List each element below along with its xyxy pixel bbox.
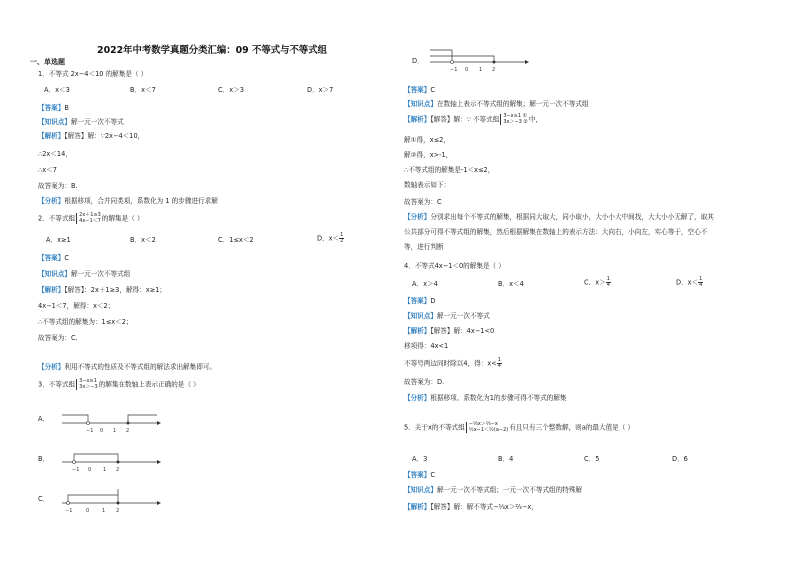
option-b-label: B．: [38, 455, 50, 463]
solution-line: 【解析】【解答】：2x＋1≥3，解得：x≥1；: [38, 286, 166, 294]
option-a: A．x≥1: [46, 236, 71, 244]
solution-line: 【解析】【解答】解：∵2x−4＜10，: [38, 132, 145, 140]
option-a: A．x＜3: [44, 86, 70, 94]
fraction: $\frac{1}{4}$: [699, 276, 703, 288]
section-heading: 一、单选题: [30, 58, 65, 66]
tick-label: −1: [86, 428, 94, 434]
knowledge-point: 【知识点】解一元一次不等式: [38, 118, 124, 126]
analysis-line: 【分析】利用不等式的性质及不等式组的解法求出解集即可。: [38, 363, 217, 371]
solution-step: 移项得：4x<1: [404, 342, 449, 350]
option-d: D．x＜ $\frac{1}{2}$: [317, 232, 344, 244]
question-3: 3．不等式组 3−x≥1 3x＞−3 的解集在数轴上表示正确的是（ ）: [38, 378, 200, 390]
option-a: A．3: [412, 455, 428, 463]
knowledge-point: 【知识点】解一元一次不等式: [404, 312, 490, 320]
tick-label: −1: [65, 508, 73, 514]
tick-label: 2: [116, 508, 120, 514]
analysis-line: 【分析】根据移项，合并同类项，系数化为 1 的步骤进行求解: [38, 197, 218, 205]
inequality-system: 3−x≥1 ① 3x＞−3 ②: [500, 114, 528, 125]
knowledge-point: 【知识点】解一元一次不等式组: [38, 270, 131, 278]
analysis-line-cont: 等，进行判断: [404, 243, 444, 251]
analysis-line: 【分析】分别求出每个不等式的解集，根据同大取大，同小取小，大小小大中间找，大大小小无解了，取其: [404, 213, 714, 221]
solution-step: 数轴表示如下：: [404, 181, 451, 189]
option-c: C．1≤x＜2: [218, 236, 254, 244]
option-a: A．x＞4: [412, 280, 438, 288]
option-c: C．x＞3: [218, 86, 244, 94]
solution-step: ∴不等式组的解集是-1＜x≤2，: [404, 166, 495, 174]
option-a-label: A．: [38, 415, 50, 423]
option-b: B．x＜4: [498, 280, 524, 288]
option-d: D．x＞7: [307, 86, 334, 94]
answer-line: 【答案】D: [404, 297, 436, 305]
solution-step: 故答案为：C: [404, 198, 442, 206]
fraction: $\frac{1}{2}$: [340, 232, 344, 244]
option-b: B．4: [498, 455, 514, 463]
inequality-system: 2x＋1≥3 4x−1＜7: [76, 213, 101, 224]
analysis-line-cont: 公共部分可得不等式组的解集，然后根据解集在数轴上的表示方法：大向右，小向左，实心等于，空心不: [404, 228, 708, 236]
solution-step: 4x−1＜7，解得：x＜2；: [38, 302, 115, 310]
fraction: $\frac{1}{4}$: [497, 357, 501, 369]
solution-step: 解①得，x≤2，: [404, 136, 450, 144]
inequality-system: −⅓x＞⅔−x ½x−1＜½(a−2): [466, 422, 508, 433]
number-line-option-a: [62, 405, 162, 435]
solution-step: ∴x＜7: [38, 166, 57, 174]
tick-label: 2: [126, 428, 130, 434]
option-c: C．x＞ $\frac{1}{4}$: [584, 276, 610, 288]
question-1: 1．不等式 2x−4＜10 的解集是（ ）: [38, 70, 148, 78]
solution-step: 解②得，x>-1，: [404, 151, 453, 159]
number-line-option-d: [430, 44, 530, 74]
option-c: C．5: [584, 455, 600, 463]
knowledge-point: 【知识点】在数轴上表示不等式组的解集；解一元一次不等式组: [404, 100, 589, 108]
answer-line: 【答案】C: [404, 471, 435, 479]
tick-label: 1: [479, 67, 483, 73]
answer-line: 【答案】B: [38, 104, 69, 112]
tick-label: −1: [450, 67, 458, 73]
fraction: $\frac{1}{4}$: [606, 276, 610, 288]
solution-step: 故答案为：B.: [38, 182, 78, 190]
answer-line: 【答案】C: [38, 254, 69, 262]
tick-label: 1: [113, 428, 117, 434]
tick-label: 2: [492, 67, 496, 73]
tick-label: 1: [103, 467, 107, 473]
solution-step: ∴2x＜14，: [38, 150, 72, 158]
tick-label: 1: [102, 508, 106, 514]
solution-line: 【解析】【解答】解：4x−1<0: [404, 327, 495, 335]
solution-step: 故答案为：C.: [38, 334, 78, 342]
analysis-line: 【分析】根据移项、系数化为1的步骤可得不等式的解集: [404, 394, 567, 402]
answer-line: 【答案】C: [404, 86, 435, 94]
knowledge-point: 【知识点】解一元一次不等式组；一元一次不等式组的特殊解: [404, 486, 583, 494]
tick-label: 0: [88, 467, 92, 473]
number-line-option-b: [62, 446, 162, 476]
tick-label: 0: [465, 67, 469, 73]
tick-label: −1: [72, 467, 80, 473]
inequality-system: 3−x≥1 3x＞−3: [76, 379, 98, 390]
option-d: D．x＜ $\frac{1}{4}$: [676, 276, 703, 288]
option-b: B．x＜7: [130, 86, 156, 94]
number-line-option-c: [62, 485, 162, 515]
tick-label: 0: [100, 428, 104, 434]
option-b: B．x＜2: [130, 236, 156, 244]
page-title: 2022年中考数学真题分类汇编：09 不等式与不等式组: [97, 45, 327, 56]
tick-label: 2: [116, 467, 120, 473]
option-d-label: D．: [412, 57, 424, 65]
tick-label: 0: [86, 508, 90, 514]
solution-step: 不等号两边同时除以4，得：x< $\frac{1}{4}$: [404, 357, 501, 369]
option-c-label: C．: [38, 495, 50, 503]
solution-step: ∴不等式组的解集为：1≤x＜2；: [38, 318, 133, 326]
question-4: 4．不等式4x−1＜0的解集是（ ）: [404, 262, 505, 270]
solution-line: 【解析】【解答】解：∵ 不等式组 3−x≥1 ① 3x＞−3 ② 中，: [404, 113, 543, 125]
option-d: D．6: [672, 455, 688, 463]
question-5: 5．关于x的不等式组 −⅓x＞⅔−x ½x−1＜½(a−2) 有且只有三个整数解，则a的最大值是（ ）: [404, 421, 635, 433]
question-2: 2．不等式组 2x＋1≥3 4x−1＜7 的解集是（ ）: [38, 212, 144, 224]
solution-step: 故答案为：D.: [404, 378, 445, 386]
solution-line: 【解析】【解答】解：解不等式−⅓x＞⅔−x，: [404, 503, 538, 511]
